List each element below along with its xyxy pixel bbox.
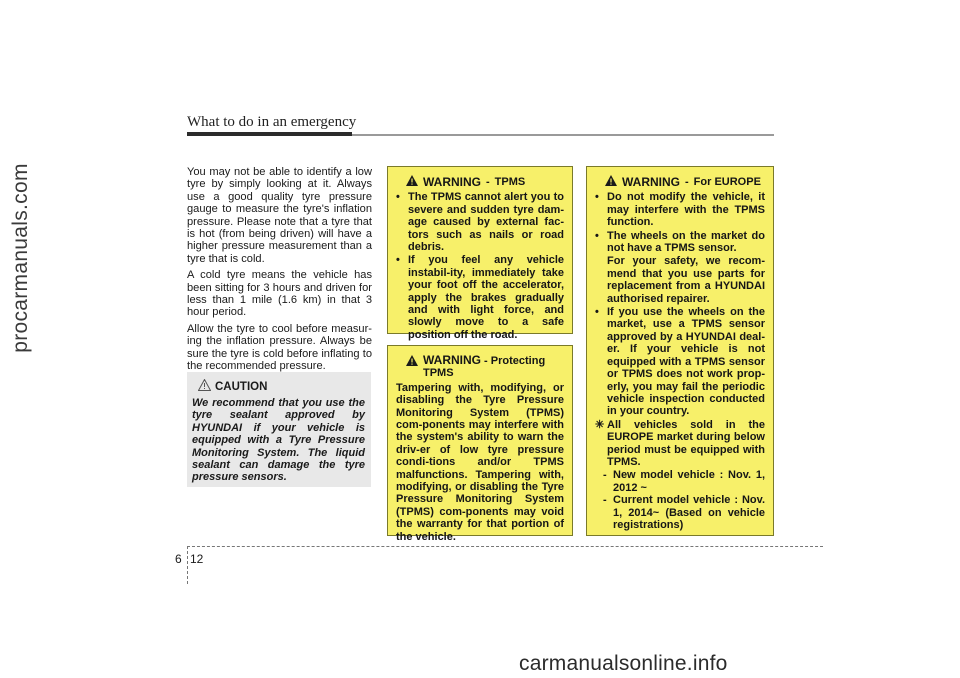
warning-separator: -	[486, 176, 490, 188]
caution-header	[198, 378, 365, 396]
paragraph-low-tyre: You may not be able to identify a low tyre by simply looking at it. Always use a good quality tyre pressure gauge to measure the tyre's inflation pressure. Please note that a tyre that is hot (from being driven) will have a higher pressure measurement than a tyre that is cold.	[187, 166, 372, 265]
dash-text: New model vehicle : Nov. 1, 2012 ~	[613, 469, 765, 494]
warning-icon	[406, 175, 418, 189]
warning-protecting-body: Tampering with, modifying, or disabling the Tyre Pressure Monitoring System (TPMS) com-ponents may interfere with the system's ability to warn the driv-er of low tyre pressure condi-tions and/or TPMS malfunctions. Tampering with, modifying, or disabling the Tyre Pressure Monitoring System (TPMS) com-ponents may void the warranty for that portion of the vehicle.	[396, 381, 564, 543]
list-item: • Do not modify the vehicle, it may interfere with the TPMS function.	[595, 191, 765, 229]
warning-europe-header	[605, 175, 765, 189]
warning-icon	[605, 175, 617, 189]
warning-subject: Protecting TPMS	[423, 355, 546, 380]
warning-tpms-header	[406, 175, 564, 189]
dash-text: Current model vehicle : Nov. 1, 2014~ (Based on vehicle registrations)	[613, 494, 765, 531]
list-item: • If you use the wheels on the market, use a TPMS sensor approved by a HYUNDAI deal-er. If your vehicle is not equipped with a TPMS sensor or TPMS does not work prop-erly, you may fail the periodic vehicle inspection conducted in your country.	[595, 306, 765, 418]
warning-tpms-box	[387, 166, 573, 341]
bullet-text: If you use the wheels on the market, use a TPMS sensor approved by a HYUNDAI deal-er. If your vehicle is not equipped with a TPMS sensor or TPMS does not work prop-erly, you may fail the periodic vehicle inspection conducted in your country.	[607, 306, 765, 418]
warning-icon	[406, 355, 418, 369]
list-item: • The TPMS cannot alert you to severe and sudden tyre dam-age caused by external fac-tors such as nails or road debris.	[396, 191, 564, 254]
bullet-continuation: For your safety, we recom-mend that you use parts for replacement from a HYUNDAI authorised repairer.	[607, 255, 765, 305]
paragraph-cold-tyre: A cold tyre means the vehicle has been sitting for 3 hours and driven for less than 1 mile (1.6 km) in that 3 hour period.	[187, 269, 372, 319]
warning-separator: -	[481, 355, 491, 367]
warning-subject: TPMS	[494, 176, 526, 188]
section-title: What to do in an emergency	[187, 114, 357, 130]
header-rule-accent	[187, 132, 352, 136]
warning-separator: -	[685, 176, 689, 188]
list-item: • The wheels on the market do not have a TPMS sensor.	[595, 229, 765, 255]
watermark-bottom: carmanualsonline.info	[519, 652, 728, 675]
list-item: • If you feel any vehicle instabil-ity, immediately take your foot off the accelerator, apply the brakes gradually and with light force, and slowly move to a safe position off the road.	[396, 254, 564, 341]
warning-protecting-box	[387, 345, 573, 543]
watermark-left: procarmanuals.com	[9, 163, 32, 353]
warning-word: WARNING	[423, 175, 481, 189]
bullet-text: The TPMS cannot alert you to severe and sudden tyre dam-age caused by external fac-tors such as nails or road debris.	[408, 191, 564, 254]
star-note	[595, 419, 765, 469]
caution-box	[187, 372, 371, 487]
footer-rule	[187, 546, 823, 547]
bullet-text: The wheels on the market do not have a TPMS sensor.	[607, 229, 765, 255]
warning-protecting-header	[406, 354, 564, 380]
bullet-text: Do not modify the vehicle, it may interfere with the TPMS function.	[607, 191, 765, 229]
page-number: 12	[190, 552, 204, 566]
star-icon: ✳	[595, 418, 605, 431]
warning-word: WARNING	[423, 353, 481, 367]
warning-subject: For EUROPE	[693, 176, 761, 188]
chapter-number: 6	[175, 552, 182, 566]
caution-body: We recommend that you use the tyre sealant approved by HYUNDAI if your vehicle is equipped with a Tyre Pressure Monitoring System. The liquid sealant can damage the tyre pressure sensors.	[192, 397, 365, 484]
bullet-text: If you feel any vehicle instabil-ity, immediately take your foot off the accelerator, apply the brakes gradually and with light force, and slowly move to a safe position off the road.	[408, 254, 564, 341]
star-note-text: All vehicles sold in the EUROPE market during below period must be equipped with TPMS.	[607, 418, 765, 468]
paragraph-cool-tyre: Allow the tyre to cool before measur-ing the inflation pressure. Always be sure the tyre is cold before inflating to the recommended pressure.	[187, 322, 372, 373]
list-item: - New model vehicle : Nov. 1, 2012 ~	[603, 469, 765, 494]
list-item: - Current model vehicle : Nov. 1, 2014~ (Based on vehicle registrations)	[603, 494, 765, 531]
caution-icon	[198, 378, 211, 396]
warning-word: WARNING	[622, 175, 680, 189]
left-column	[187, 166, 372, 377]
footer-divider	[187, 546, 188, 584]
caution-title: CAUTION	[215, 381, 268, 393]
warning-europe-box	[586, 166, 774, 536]
